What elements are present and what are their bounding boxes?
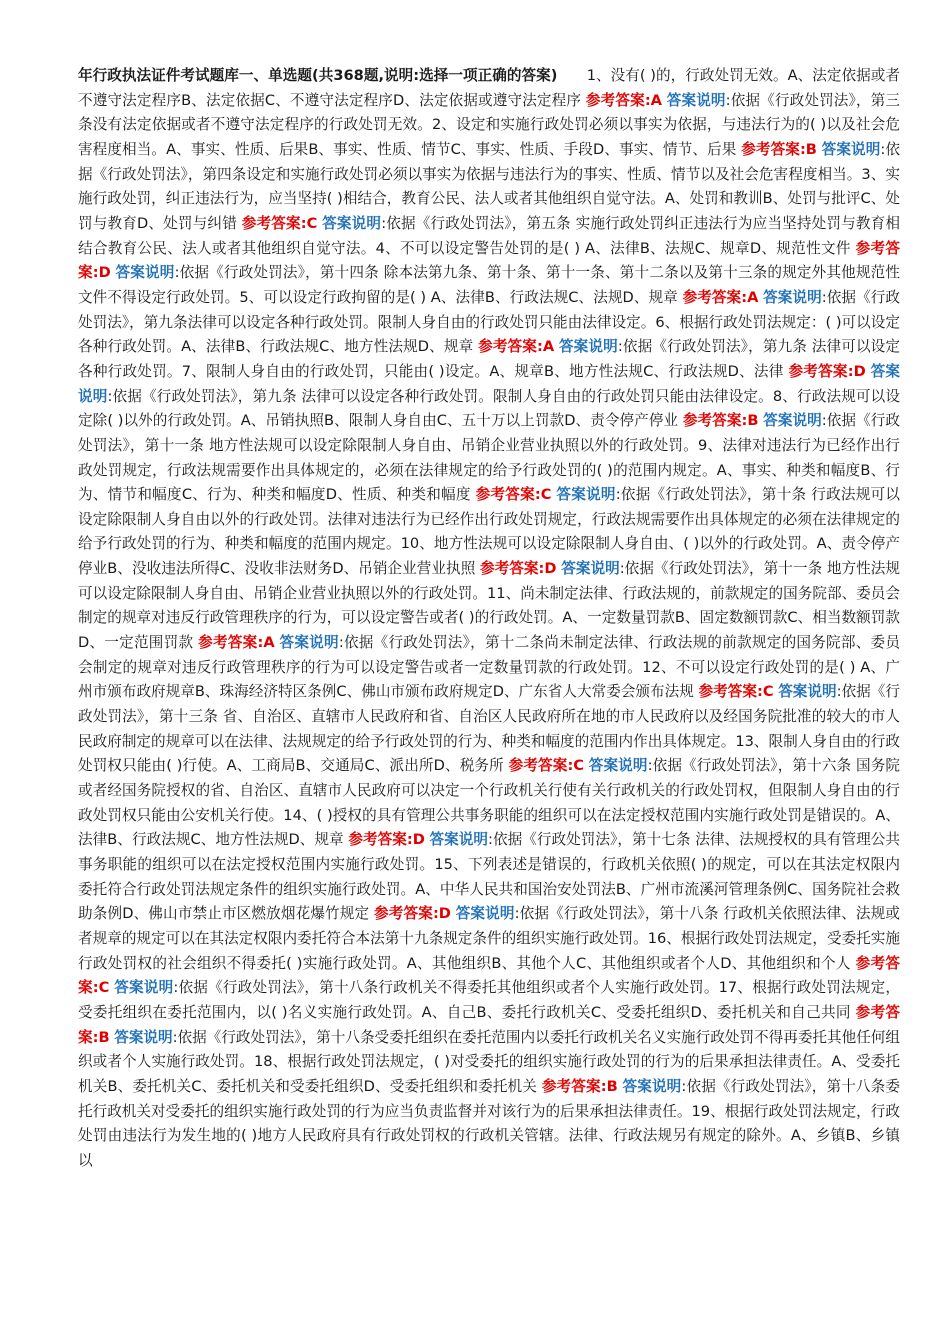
explanation-label: 答案说明: [588, 757, 648, 775]
answer-label: 参考答案: [78, 1003, 901, 1046]
explanation-label: 答案说明: [114, 1028, 173, 1046]
question-text: 9、法律对违法行为已经作出行政处罚规定，行政法规需要作出具体规定的，必须在法律规定的给予行政处罚的( )的范围内规定。A、事实、种类和幅度B、行为、情节和幅度C、行为、种类和幅度D、性质、种类和幅度: [78, 436, 901, 504]
answer-value: :C: [300, 214, 318, 232]
question-text: 6、根据行政处罚法规定：( )可以设定各种行政处罚。A、法律B、行政法规C、地方性法规D、规章: [78, 313, 900, 356]
explanation-text: :依据《行政处罚法》，第九条 法律可以设定各种行政处罚。限制人身自由的行政处罚只能由法律设定。: [107, 387, 773, 405]
explanation-text: :依据《行政处罚法》，第四条设定和实施行政处罚必须以事实为依据与违法行为的事实、性质、情节以及社会危害程度相当。: [78, 140, 900, 183]
answer-value: :A: [257, 634, 275, 652]
question-text: 1、没有( )的，行政处罚无效。A、法定依据或者不遵守法定程序B、法定依据C、不遵守法定程序D、法定依据或遵守法定程序: [78, 67, 900, 109]
question-text: 13、限制人身自由的行政处罚权只能由( )行使。A、工商局B、交通局C、派出所D、税务所: [78, 732, 900, 775]
answer-label: 参考答案: [478, 338, 538, 356]
answer-value: :B: [741, 412, 759, 430]
explanation-text: :依据《行政处罚法》，第九条 法律可以设定各种行政处罚。: [78, 338, 900, 380]
explanation-label: 答案说明: [763, 288, 822, 306]
question-text: 7、限制人身自由的行政处罚，只能由( )设定。A、规章B、地方性法规C、行政法规D、法律: [181, 362, 784, 380]
explanation-label: 答案说明: [115, 264, 175, 282]
explanation-label: 答案说明: [778, 683, 837, 701]
explanation-label: 答案说明: [561, 560, 620, 578]
explanation-label: 答案说明: [622, 1077, 682, 1095]
question-text: 16、根据行政处罚法规定，受委托实施行政处罚权的社会组织不得委托( )实施行政处罚。A、其他组织B、其他个人C、其他组织或者个人D、其他组织和个人: [78, 929, 900, 972]
document-body: [78, 64, 900, 1174]
explanation-text: :依据《行政处罚法》，第三条没有法定依据或者不遵守法定程序的行政处罚无效。: [78, 91, 900, 134]
question-text: 12、不可以设定行政处罚的是( ) A、广州市颁布政府规章B、珠海经济特区条例C、佛山市颁布政府规定D、广东省人大常委会颁布法规: [78, 658, 900, 701]
explanation-text: :依据《行政处罚法》，第十一条 地方性法规可以设定除限制人身自由、吊销企业营业执照以外的行政处罚。: [78, 560, 900, 602]
answer-label: 参考答案: [541, 1077, 601, 1095]
answer-value: :B: [799, 140, 817, 158]
answer-value: :B: [600, 1077, 618, 1095]
answer-label: 参考答案: [480, 560, 539, 578]
answer-value: :A: [741, 288, 759, 306]
answer-value: :D: [432, 905, 451, 923]
answer-label: 参考答案: [585, 91, 645, 109]
answer-label: 参考答案: [241, 214, 301, 232]
question-text: 3、实施行政处罚，纠正违法行为，应当坚持( )相结合，教育公民、法人或者其他组织自觉守法。A、处罚和教训B、处罚与批评C、处罚与教育D、处罚与纠错: [78, 165, 900, 232]
question-text: 18、根据行政处罚法规定，( )对受委托的组织实施行政处罚的行为的后果承担法律责任。A、受委托机关B、委托机关C、委托机关和受委托组织D、受委托组织和委托机关: [78, 1053, 900, 1095]
explanation-label: 答案说明: [558, 338, 618, 356]
explanation-text: :依据《行政处罚法》，第十七条 法律、法规授权的具有管理公共事务职能的组织可以在法定授权范围内实施行政处罚。: [78, 831, 901, 873]
explanation-label: 答案说明: [821, 140, 881, 158]
explanation-label: 答案说明: [429, 831, 489, 849]
explanation-text: :依据《行政处罚法》，第十六条 国务院或者经国务院授权的省、自治区、直辖市人民政府可以决定一个行政机关行使有关行政机关的行政处罚权，但限制人身自由的行政处罚权只能由公安机关行使。: [78, 757, 901, 824]
question-text: 14、( )授权的具有管理公共事务职能的组织可以在法定授权范围内实施行政处罚是错误的。A、法律B、行政法规C、地方性法规D、规章: [78, 806, 900, 849]
question-text: 8、行政法规可以设定除( )以外的行政处罚。A、吊销执照B、限制人身自由C、五十万以上罚款D、责令停产停业: [78, 387, 900, 430]
explanation-label: 答案说明: [322, 214, 382, 232]
answer-label: 参考答案: [374, 905, 433, 923]
answer-label: 参考答案: [508, 757, 568, 775]
explanation-text: :依据《行政处罚法》，第十八条委托行政机关对受委托的组织实施行政处罚的行为应当负责监督并对该行为的后果承担法律责任。: [78, 1077, 900, 1120]
question-text: 4、不可以设定警告处罚的是( ) A、法律B、法规C、规章D、规范性文件: [375, 239, 851, 257]
question-text: 5、可以设定行政拘留的是( ) A、法律B、行政法规C、法规D、规章: [239, 288, 678, 306]
explanation-label: 答案说明: [114, 979, 174, 997]
answer-value: :D: [847, 362, 866, 380]
answer-label: 参考答案: [348, 831, 407, 849]
answer-label: 参考答案: [682, 288, 742, 306]
explanation-text: :依据《行政处罚法》，第十四条 除本法第九条、第十条、第十一条、第十二条以及第十三条的规定外其他规范性文件不得设定行政处罚。: [78, 264, 900, 306]
question-text: 15、下列表述是错误的，行政机关依照( )的规定，可以在其法定权限内委托符合行政处罚法规定条件的组织实施行政处罚。A、中华人民共和国治安处罚法B、广州市流溪河管理条例C、国务院社会救助条例D、佛山市禁止市区燃放烟花爆竹规定: [78, 856, 900, 923]
explanation-label: 答案说明: [763, 412, 822, 430]
explanation-label: 答案说明: [556, 486, 616, 504]
answer-label: 参考答案: [698, 683, 757, 701]
answer-label: 参考答案: [682, 412, 742, 430]
explanation-text: :依据《行政处罚法》，第十八条行政机关不得委托其他组织或者个人实施行政处罚。: [173, 979, 719, 997]
answer-value: :D: [538, 560, 557, 578]
answer-value: :C: [534, 486, 552, 504]
explanation-text: :依据《行政处罚法》，第十一条 地方性法规可以设定除限制人身自由、吊销企业营业执照以外的行政处罚。: [78, 412, 900, 454]
explanation-text: :依据《行政处罚法》，第十二条尚未制定法律、行政法规的前款规定的国务院部、委员会制定的规章对违反行政管理秩序的行为可以设定警告或者一定数量罚款的行政处罚。: [78, 634, 900, 676]
explanation-label: 答案说明: [78, 362, 900, 405]
explanation-text: :依据《行政处罚法》，第五条 实施行政处罚纠正违法行为应当坚持处罚与教育相结合教育公民、法人或者其他组织自觉守法。: [78, 214, 901, 257]
explanation-text: :依据《行政处罚法》，第十三条 省、自治区、直辖市人民政府和省、自治区人民政府所在地的市人民政府以及经国务院批准的较大的市人民政府制定的规章可以在法律、法规规定的给予行政处罚的行为、种类和幅度的范围内作出具体规定。: [78, 683, 900, 750]
answer-value: :D: [406, 831, 425, 849]
answer-label: 参考答案: [78, 239, 900, 282]
explanation-label: 答案说明: [455, 905, 515, 923]
question-text: 2、设定和实施行政处罚必须以事实为依据，与违法行为的( )以及社会危害程度相当。A、事实、性质、后果B、事实、性质、情节C、事实、性质、手段D、事实、情节、后果: [78, 116, 900, 158]
question-list: [78, 67, 900, 1169]
explanation-text: :依据《行政处罚法》，第九条法律可以设定各种行政处罚。限制人身自由的行政处罚只能由法律设定。: [78, 288, 901, 331]
answer-value: :C: [567, 757, 584, 775]
answer-label: 参考答案: [788, 362, 848, 380]
answer-value: :B: [92, 1028, 110, 1046]
answer-label: 参考答案: [78, 954, 901, 997]
explanation-text: :依据《行政处罚法》，第十八条受委托组织在委托范围内以委托行政机关名义实施行政处罚不得再委托其他任何组织或者个人实施行政处罚。: [78, 1028, 900, 1071]
answer-label: 参考答案: [475, 486, 535, 504]
question-text: 11、尚未制定法律、行政法规的，前款规定的国务院部、委员会制定的规章对违反行政管理秩序的行为，可以设定警告或者( )的行政处罚。A、一定数量罚款B、固定数额罚款C、相当数额罚款D、一定范围罚款: [78, 584, 900, 652]
answer-value: :D: [92, 264, 111, 282]
question-text: 10、地方性法规可以设定除限制人身自由、( )以外的行政处罚。A、责令停产停业B、没收违法所得C、没收非法财务D、吊销企业营业执照: [78, 535, 900, 578]
explanation-label: 答案说明: [279, 634, 339, 652]
explanation-text: :依据《行政处罚法》，第十八条 行政机关依照法律、法规或者规章的规定可以在其法定权限内委托符合本法第十九条规定条件的组织实施行政处罚。: [78, 905, 900, 947]
explanation-label: 答案说明: [666, 91, 726, 109]
answer-value: :C: [92, 979, 110, 997]
question-text: 19、根据行政处罚法规定，行政处罚由违法行为发生地的( )地方人民政府具有行政处罚权的行政机关管辖。法律、行政法规另有规定的除外。A、乡镇B、乡镇以: [78, 1102, 900, 1169]
answer-label: 参考答案: [198, 634, 258, 652]
question-text: 17、根据行政处罚法规定，受委托组织在委托范围内，以( )名义实施行政处罚。A、自己B、委托行政机关C、受委托组织D、委托机关和自己共同: [78, 979, 900, 1021]
answer-value: :A: [644, 91, 662, 109]
document-title: 年行政执法证件考试题库一、单选题(共368题,说明:选择一项正确的答案): [78, 67, 558, 84]
answer-label: 参考答案: [741, 140, 800, 158]
answer-value: :A: [537, 338, 555, 356]
answer-value: :C: [756, 683, 774, 701]
explanation-text: :依据《行政处罚法》，第十条 行政法规可以设定除限制人身自由以外的行政处罚。法律对违法行为已经作出行政处罚规定，行政法规需要作出具体规定的必须在法律规定的给予行政处罚的行为、种类和幅度的范围内规定。: [78, 486, 900, 553]
